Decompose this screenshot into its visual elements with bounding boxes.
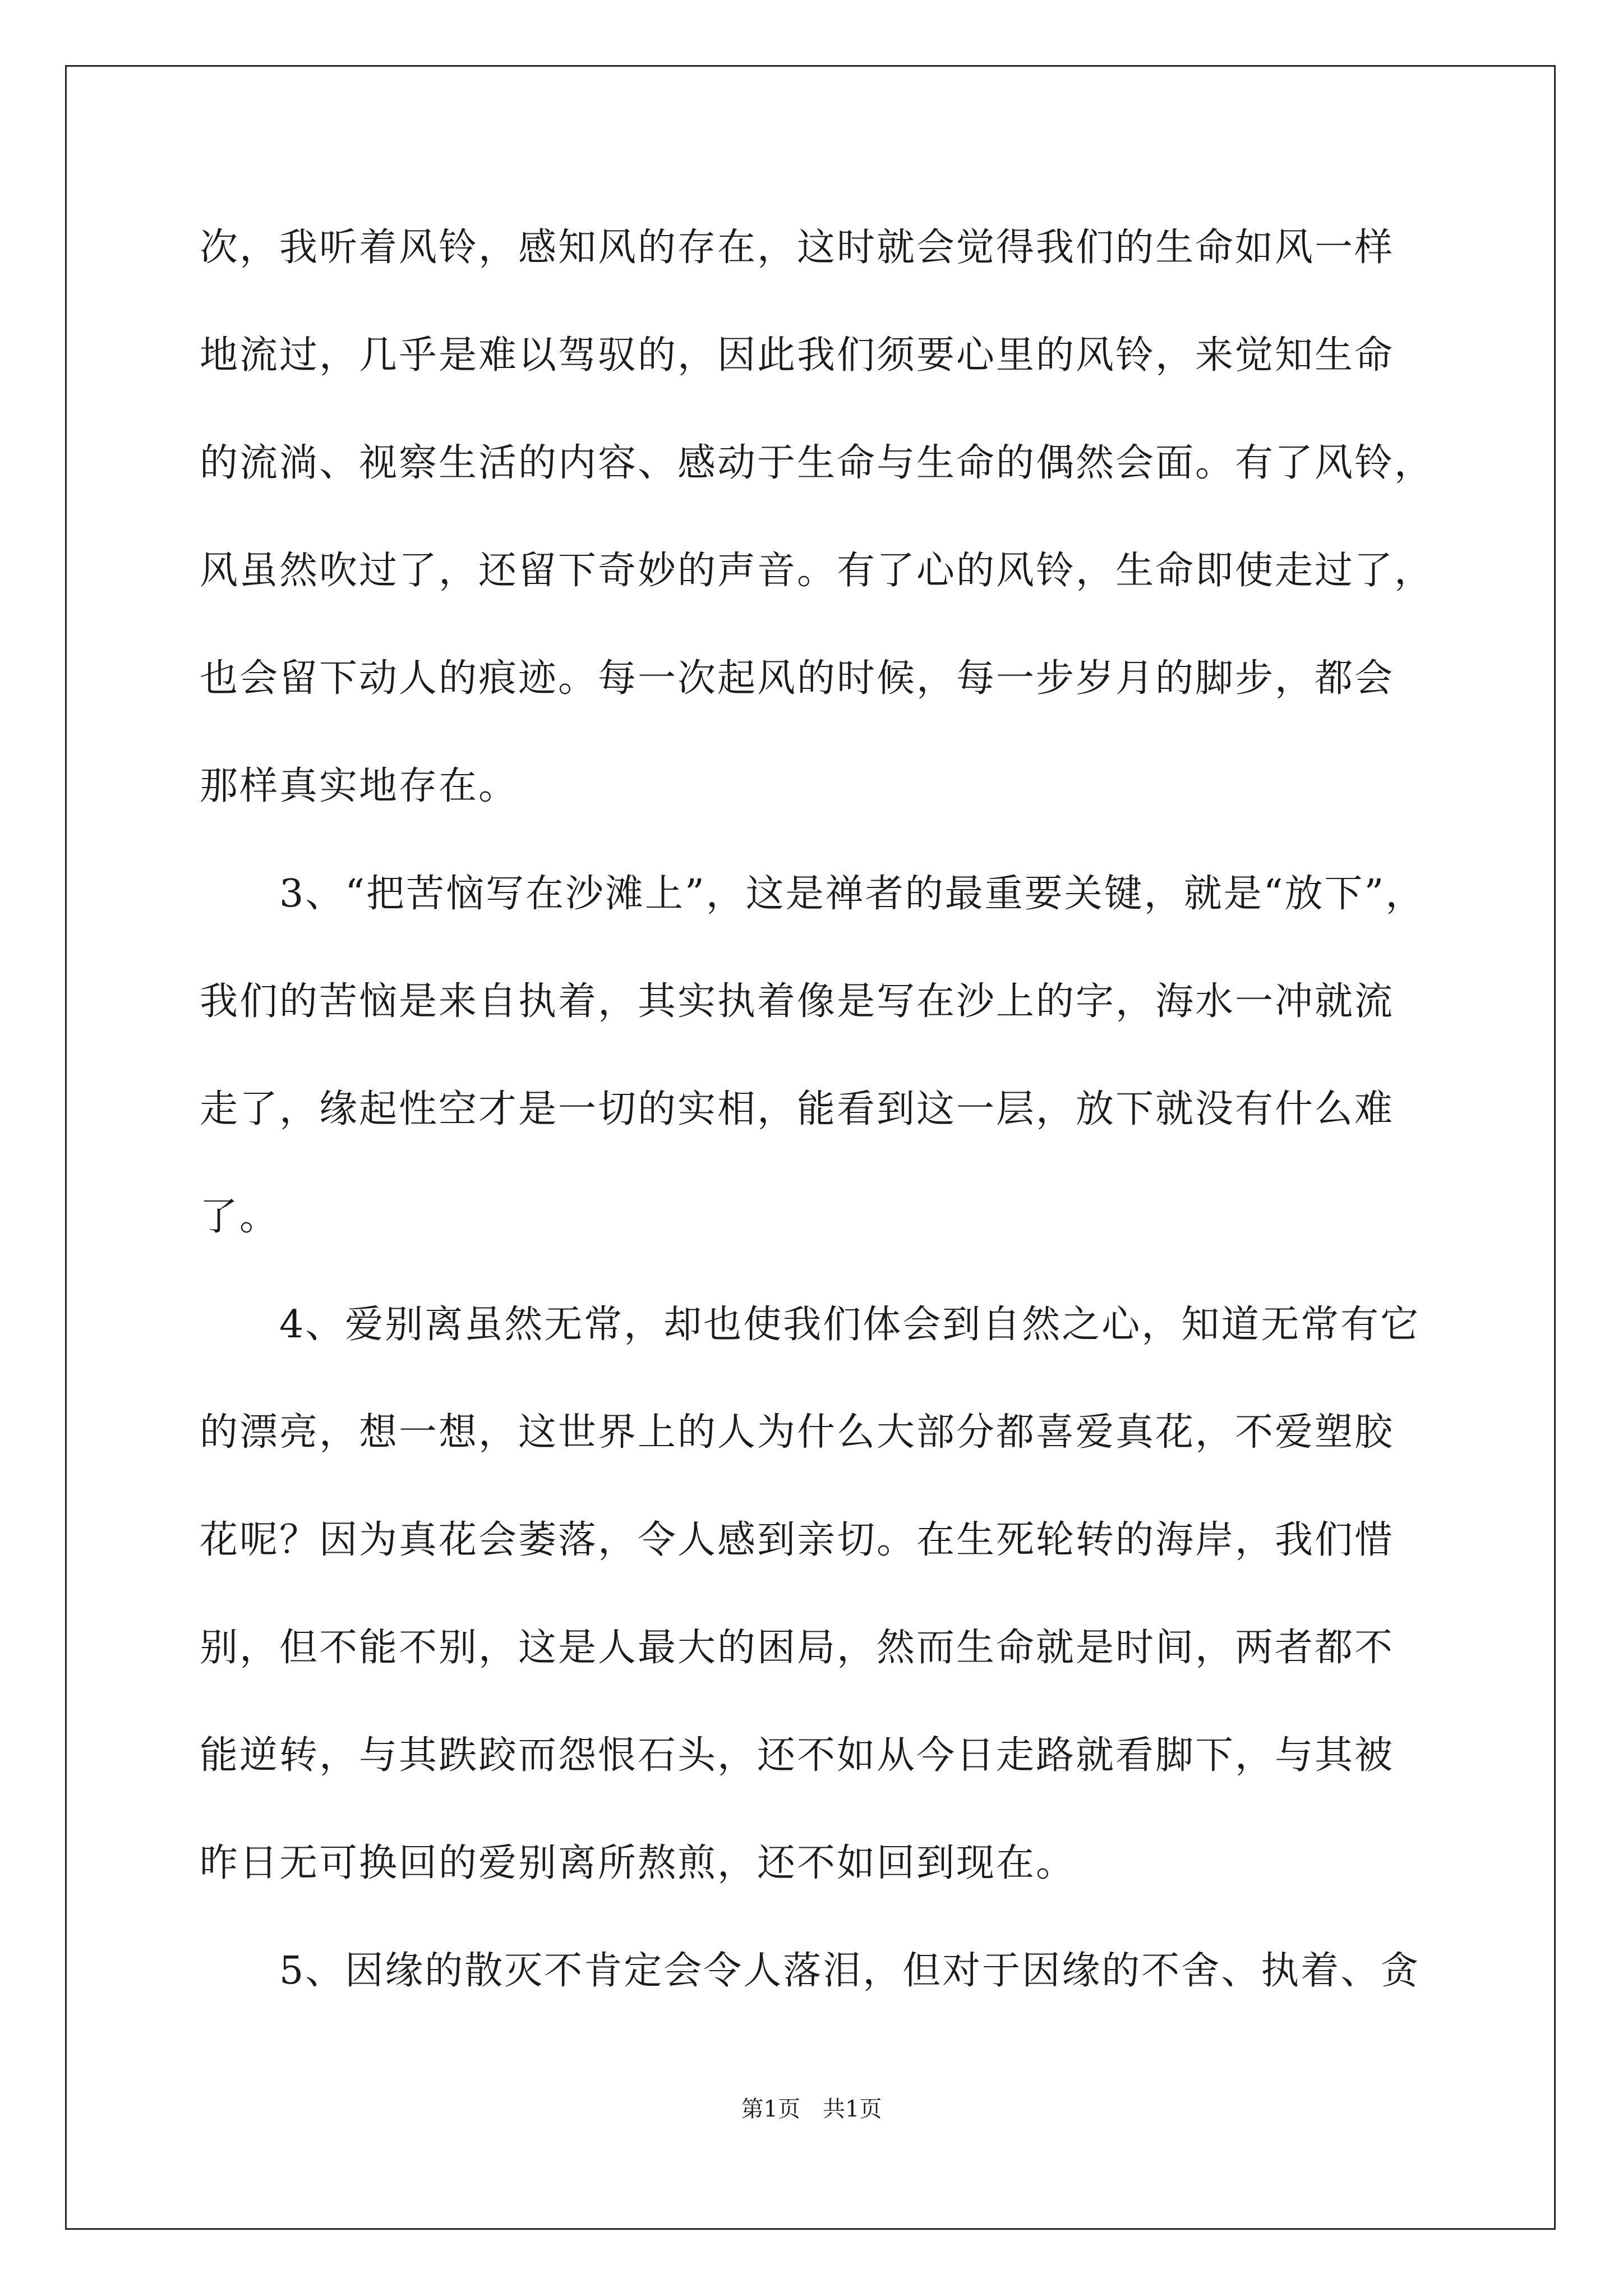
page-number-footer: 第1页 共1页: [741, 2096, 882, 2122]
text-line: 4、爱别离虽然无常，却也使我们体会到自然之心，知道无常有它: [200, 1303, 1421, 1347]
text-line: 能逆转，与其跌跤而怨恨石头，还不如从今日走路就看脚下，与其被: [200, 1733, 1395, 1778]
text-line: 3、“把苦恼写在沙滩上”，这是禅者的最重要关键，就是“放下”，: [200, 872, 1426, 916]
text-line: 走了，缘起性空才是一切的实相，能看到这一层，放下就没有什么难: [200, 1087, 1395, 1131]
document-body: [200, 218, 1484, 2049]
text-line: 别，但不能不别，这是人最大的困局，然而生命就是时间，两者都不: [200, 1626, 1395, 1670]
text-line: 的流淌、视察生活的内容、感动于生命与生命的偶然会面。有了风铃，: [200, 441, 1435, 485]
text-line: 我们的苦恼是来自执着，其实执着像是写在沙上的字，海水一冲就流: [200, 979, 1395, 1024]
text-line: 地流过，几乎是难以驾驭的，因此我们须要心里的风铃，来觉知生命: [200, 333, 1395, 378]
text-line: 了。: [200, 1195, 280, 1239]
text-line: 次，我听着风铃，感知风的存在，这时就会觉得我们的生命如风一样: [200, 226, 1395, 270]
text-line: 花呢？因为真花会萎落，令人感到亲切。在生死轮转的海岸，我们惜: [200, 1518, 1395, 1562]
text-line: 风虽然吹过了，还留下奇妙的声音。有了心的风铃，生命即使走过了，: [200, 549, 1435, 593]
text-line: 5、因缘的散灭不肯定会令人落泪，但对于因缘的不舍、执着、贪: [200, 1949, 1421, 1993]
text-line: 昨日无可换回的爱别离所熬煎，还不如回到现在。: [200, 1841, 1076, 1885]
text-line: 也会留下动人的痕迹。每一次起风的时候，每一步岁月的脚步，都会: [200, 656, 1395, 701]
text-line: 那样真实地存在。: [200, 764, 519, 808]
text-line: 的漂亮，想一想，这世界上的人为什么大部分都喜爱真花，不爱塑胶: [200, 1410, 1395, 1455]
